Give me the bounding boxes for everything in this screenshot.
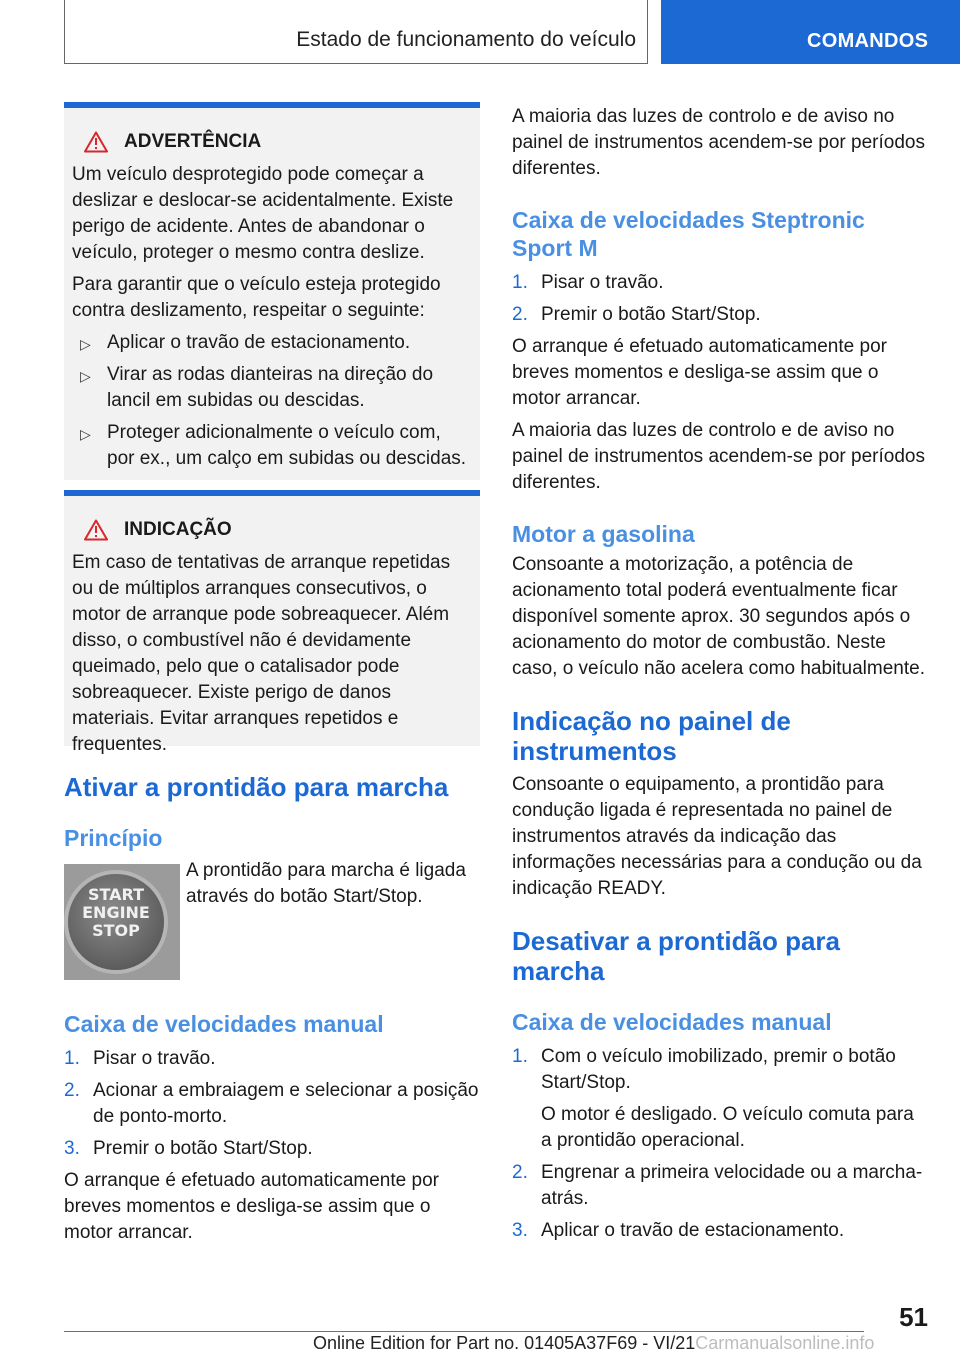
activate-heading: Ativar a prontidão para marcha (64, 772, 449, 802)
edition-text: Online Edition for Part no. 01405A37F69 - VI/21 (313, 1333, 696, 1353)
principle-heading: Princípio (64, 825, 163, 851)
list-item: 2. Premir o botão Start/Stop. (512, 304, 761, 325)
watermark-text: Carmanualsonline.info (695, 1333, 875, 1353)
bullet-triangle-icon: ▷ (80, 336, 91, 352)
display-text: Consoante o equipamento, a prontidão para condução ligada é representada no painel de instrumentos através da indicação das informações necessárias para a condução ou da indicação READY. (512, 774, 922, 899)
display-heading: Indicação no painel de instrumentos (512, 706, 791, 766)
page-number: 51 (899, 1302, 928, 1332)
steptronic-result: O arranque é efetuado automaticamente por breves momentos e desliga-se assim que o motor arrancar. (512, 336, 887, 409)
list-item: 3. Premir o botão Start/Stop. (64, 1138, 313, 1159)
list-item: 1. Pisar o travão. (64, 1048, 216, 1069)
page-header (0, 0, 960, 66)
footer-divider (64, 1331, 864, 1332)
steptronic-lights: A maioria das luzes de controlo e de aviso no painel de instrumentos acendem-se por períodos diferentes. (512, 420, 925, 493)
warning-paragraph: Para garantir que o veículo esteja protegido contra deslizamento, respeitar o seguinte: (72, 274, 441, 321)
deactivate-manual-heading: Caixa de velocidades manual (512, 1009, 832, 1035)
bullet-triangle-icon: ▷ (80, 426, 91, 442)
deactivate-steps (512, 1044, 928, 1244)
warning-paragraph: Um veículo desprotegido pode começar a deslizar e deslocar-se acidentalmente. Existe perigo de acidente. Antes de abandonar o veículo, proteger o mesmo contra deslize. (72, 164, 454, 263)
principle-row (64, 860, 480, 980)
list-item: 1. Pisar o travão. (512, 272, 664, 293)
list-item: 2. Engrenar a primeira velocidade ou a marcha-atrás. (512, 1162, 923, 1209)
note-title-row (84, 516, 472, 544)
note-title: INDICAÇÃO (124, 519, 232, 540)
petrol-heading: Motor a gasolina (512, 521, 695, 547)
manual-heading: Caixa de velocidades manual (64, 1011, 384, 1037)
intro-text: A maioria das luzes de controlo e de aviso no painel de instrumentos acendem-se por períodos diferentes. (512, 106, 925, 179)
list-item: 2. Acionar a embraiagem e selecionar a posição de ponto-morto. (64, 1080, 479, 1127)
footer-edition (313, 1333, 874, 1354)
warning-triangle-icon (84, 519, 108, 541)
list-item: ▷ Virar as rodas dianteiras na direção do lancil em subidas ou descidas. (80, 364, 434, 411)
chapter-tab: COMANDOS (661, 0, 960, 64)
section-title: Estado de funcionamento do veículo (296, 28, 636, 51)
left-column (64, 102, 480, 1246)
warning-bullet-list (72, 330, 472, 472)
warning-title: ADVERTÊNCIA (124, 131, 262, 152)
warning-title-row (84, 128, 472, 156)
steptronic-steps (512, 270, 928, 328)
principle-text: A prontidão para marcha é ligada através do botão Start/Stop. (186, 860, 466, 907)
warning-triangle-icon (84, 131, 108, 153)
list-item: ▷ Proteger adicionalmente o veículo com, por ex., um calço em subidas ou descidas. (80, 422, 467, 469)
manual-steps (64, 1046, 480, 1162)
manual-result: O arranque é efetuado automaticamente por breves momentos e desliga-se assim que o motor arrancar. (64, 1170, 439, 1243)
deactivate-heading: Desativar a prontidão para marcha (512, 926, 840, 986)
bullet-triangle-icon: ▷ (80, 368, 91, 384)
list-item: ▷ Aplicar o travão de estacionamento. (72, 330, 472, 356)
start-stop-button-image (64, 864, 180, 980)
note-text: Em caso de tentativas de arranque repetidas ou de múltiplos arranques consecutivos, o motor de arranque pode sobreaquecer. Além disso, o combustível não é devidamente queimado, pelo que o catalisador pode sobreaquecer. Existe perigo de danos materiais. Evitar arranques repetidos e frequentes. (72, 552, 451, 755)
list-item: 1. Com o veículo imobilizado, premir o botão Start/Stop. O motor é desligado. O veículo comuta para a prontidão operacional. (512, 1046, 914, 1151)
list-item: 3. Aplicar o travão de estacionamento. (512, 1220, 845, 1241)
petrol-text: Consoante a motorização, a potência de acionamento total poderá eventualmente ficar disponível somente aprox. 30 segundos após o acionamento do motor de combustão. Neste caso, o veículo não acelera como habitualmente. (512, 554, 925, 679)
right-column (512, 104, 928, 1250)
steptronic-heading: Caixa de velocidades Steptronic Sport M (512, 207, 865, 261)
note-box (64, 490, 480, 755)
warning-box (64, 102, 480, 480)
button-label: START ENGINE STOP (82, 885, 150, 940)
